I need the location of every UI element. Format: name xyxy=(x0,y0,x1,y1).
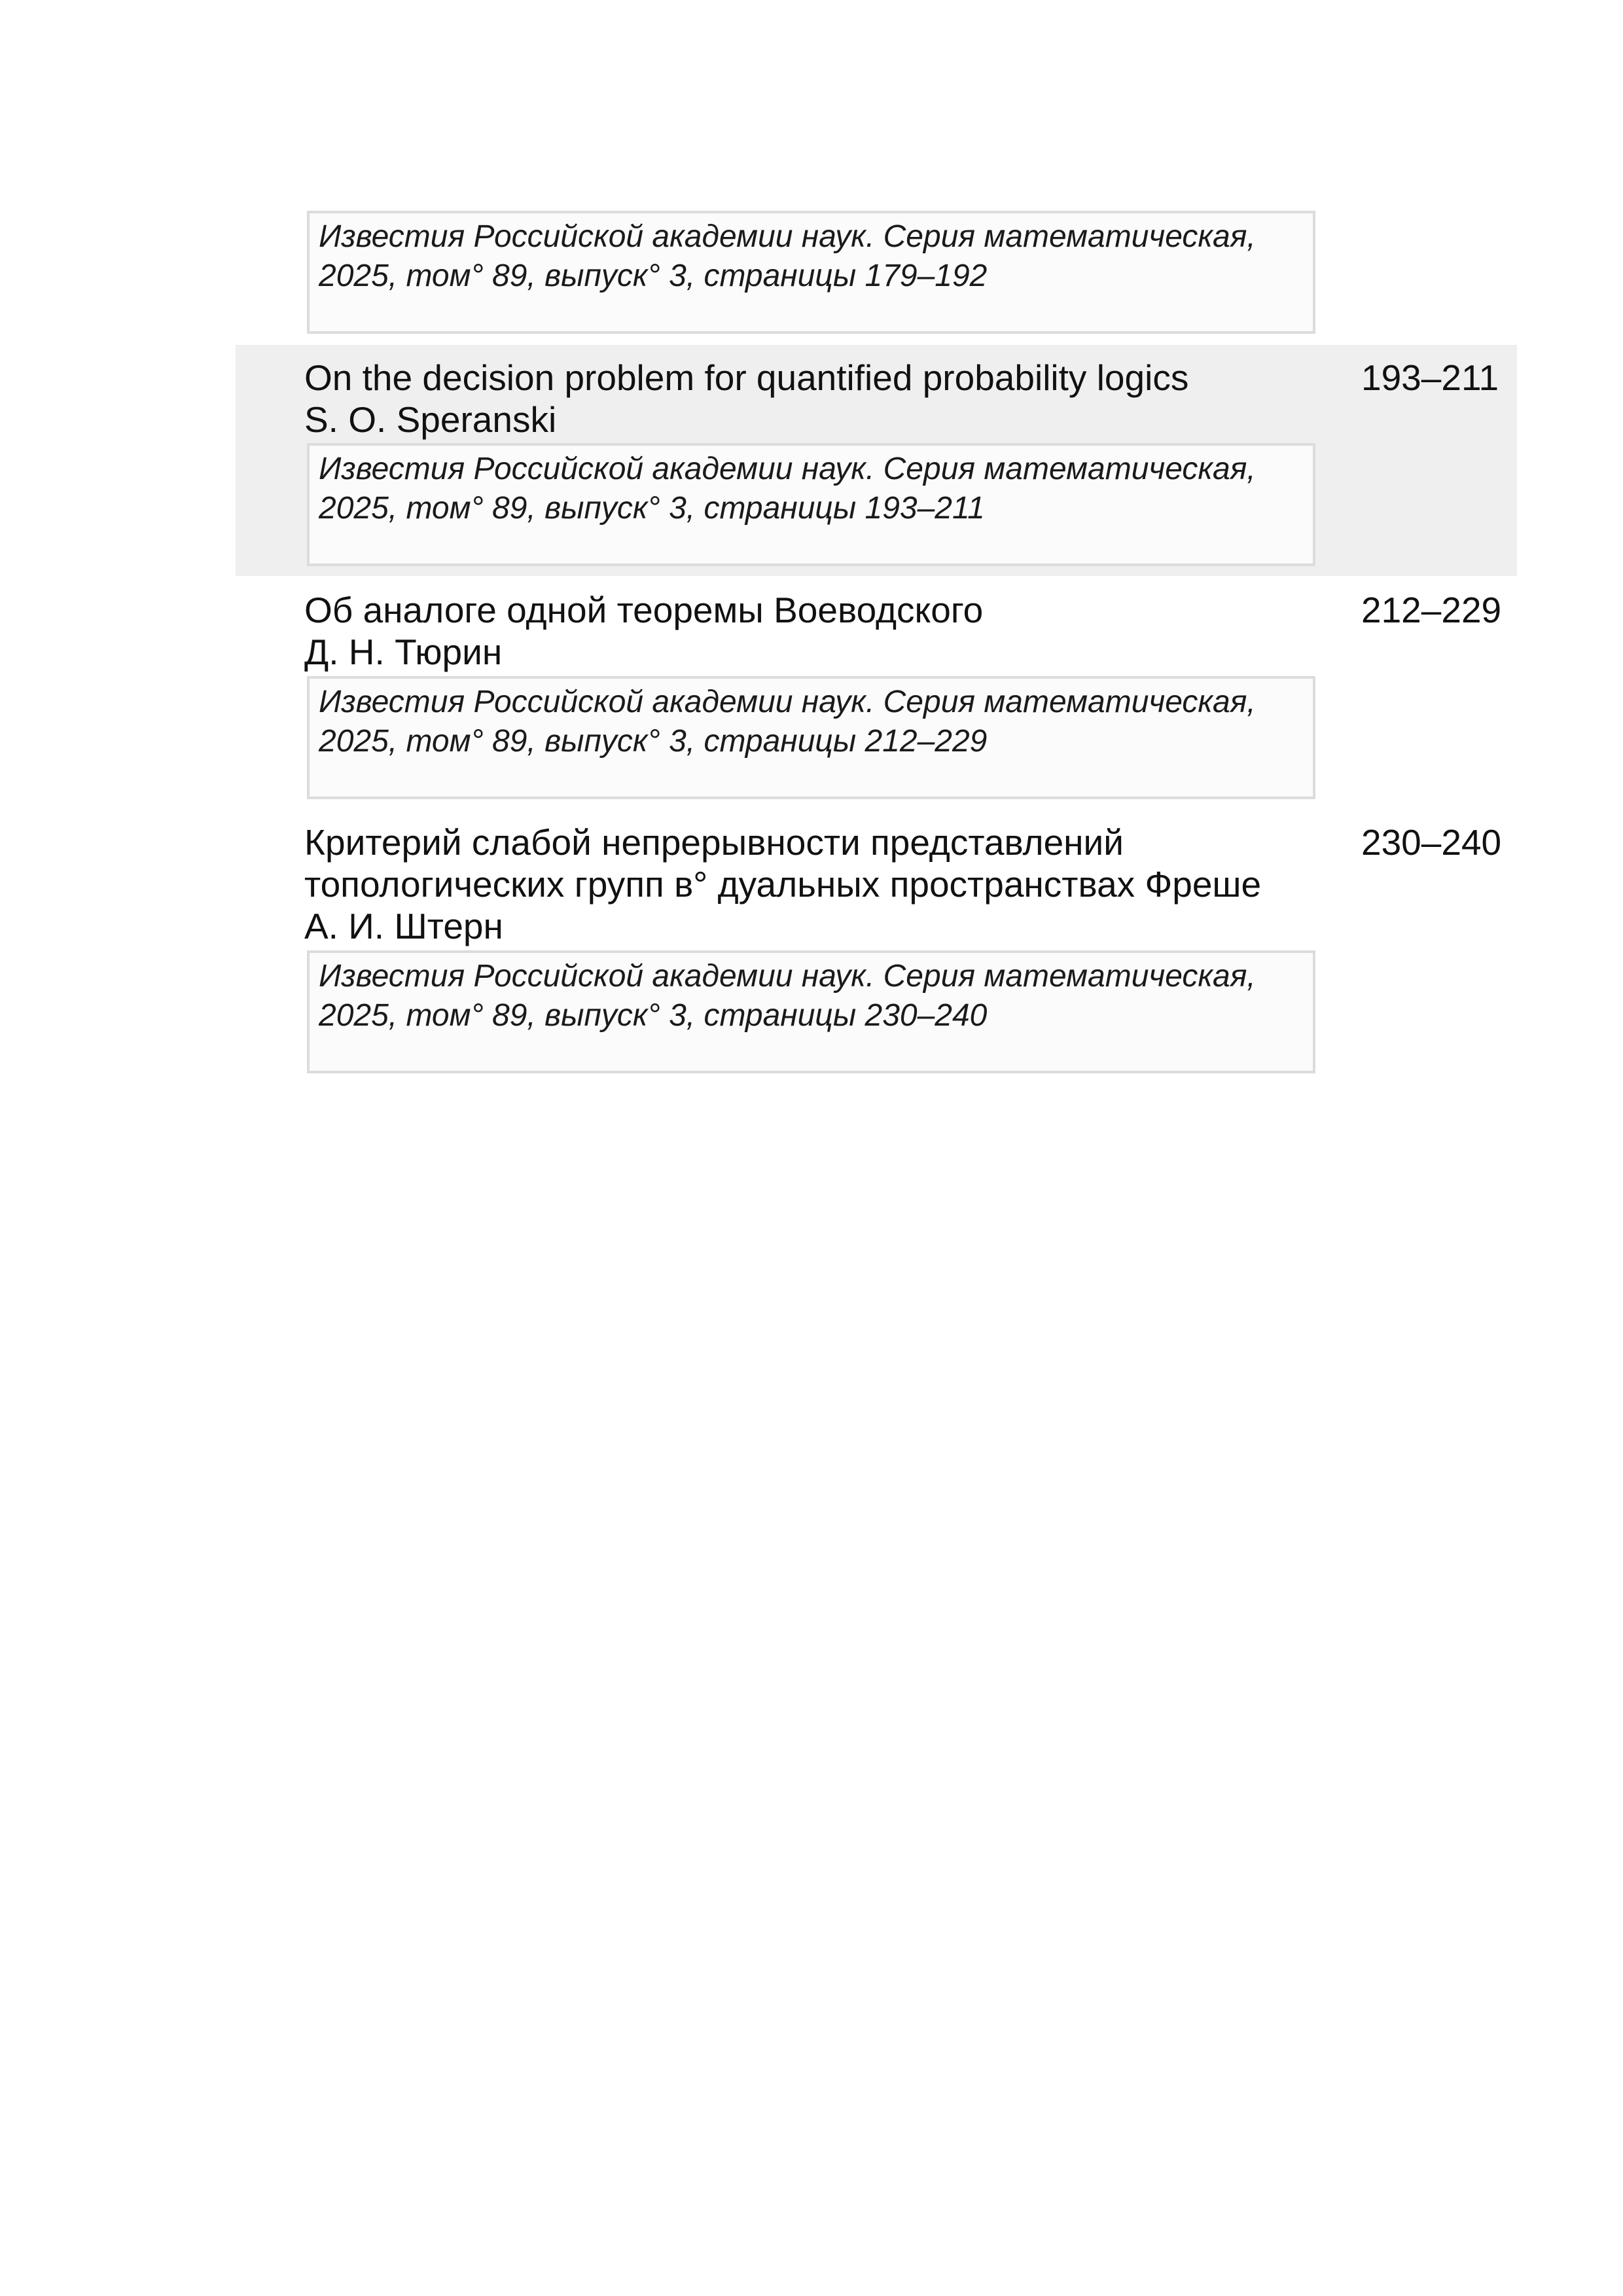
citation-box xyxy=(307,443,1315,566)
citation-line: 2025, том° 89, выпуск° 3, страницы 179–192 xyxy=(319,259,988,293)
article-title[interactable] xyxy=(304,821,1261,905)
page-range: 230–240 xyxy=(1361,822,1502,863)
article-title-line: Критерий слабой непрерывности представлений xyxy=(304,822,1124,863)
article-title[interactable] xyxy=(304,357,1188,399)
page-range: 193–211 xyxy=(1361,357,1499,398)
citation-line: 2025, том° 89, выпуск° 3, страницы 193–211 xyxy=(319,491,985,526)
citation-box xyxy=(307,950,1315,1073)
article-authors: А. И. Штерн xyxy=(304,906,503,946)
citation-line: Известия Российской академии наук. Серия математическая, xyxy=(319,219,1256,254)
citation-line: Известия Российской академии наук. Серия математическая, xyxy=(319,685,1256,719)
citation-line: 2025, том° 89, выпуск° 3, страницы 212–229 xyxy=(319,724,988,759)
article-title[interactable] xyxy=(304,589,983,631)
article-authors: Д. Н. Тюрин xyxy=(304,632,503,672)
article-title-line: On the decision problem for quantified probability logics xyxy=(304,357,1189,398)
article-authors: S. O. Speranski xyxy=(304,399,557,440)
citation-box xyxy=(307,211,1315,334)
page-range: 212–229 xyxy=(1361,590,1502,630)
citation-line: Известия Российской академии наук. Серия математическая, xyxy=(319,959,1256,994)
citation-line: Известия Российской академии наук. Серия математическая, xyxy=(319,452,1256,486)
citation-box xyxy=(307,676,1315,799)
article-title-line: топологических групп в° дуальных пространствах Фреше xyxy=(304,864,1262,905)
citation-line: 2025, том° 89, выпуск° 3, страницы 230–240 xyxy=(319,998,988,1033)
article-title-line: Об аналоге одной теоремы Воеводского xyxy=(304,590,984,630)
